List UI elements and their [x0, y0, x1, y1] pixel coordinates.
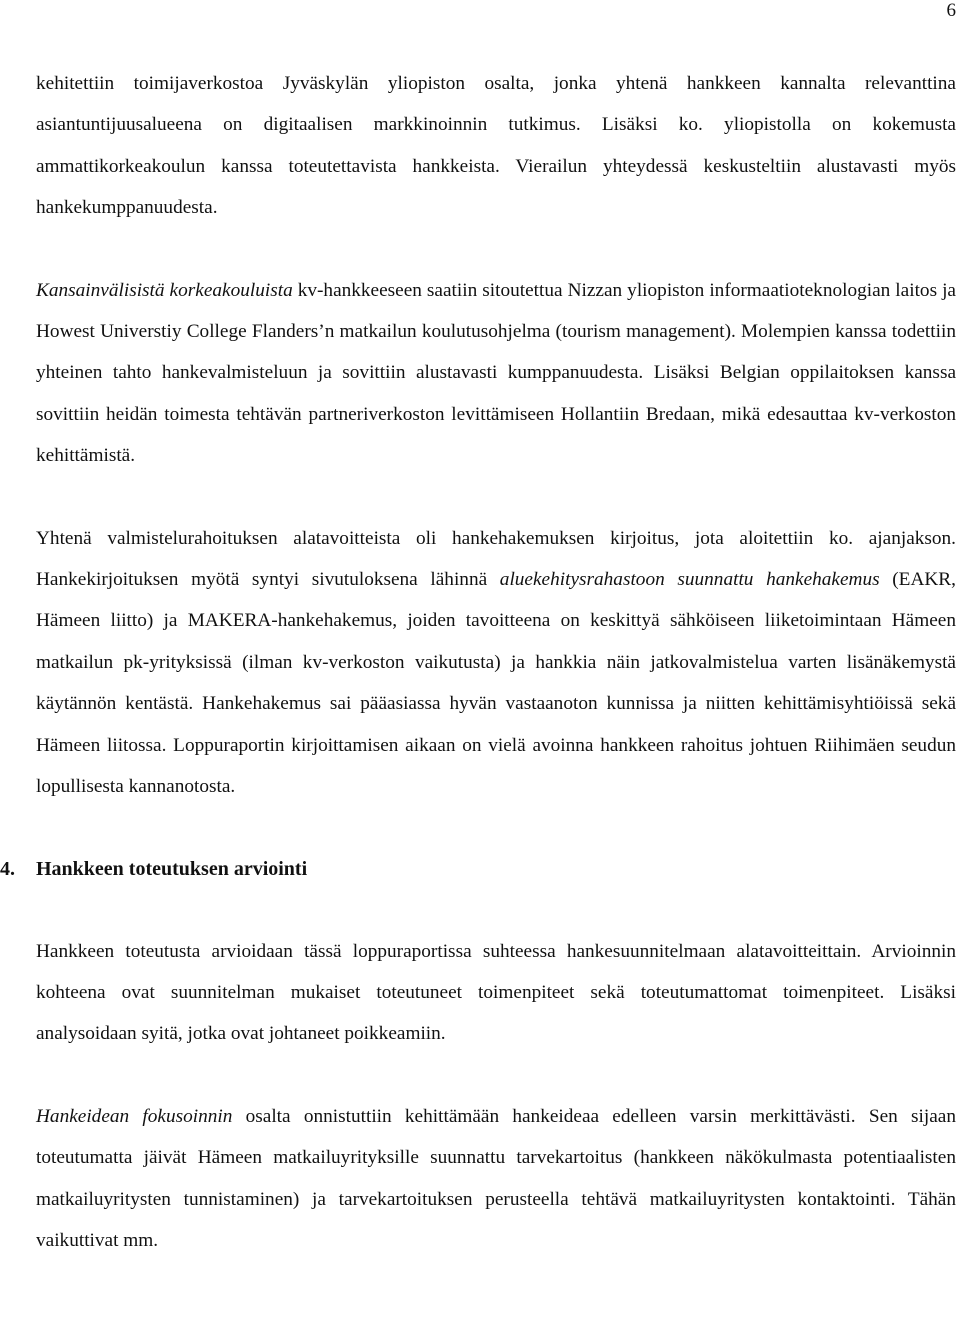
paragraph-gap: [36, 1055, 956, 1096]
page-number: 6: [946, 0, 956, 21]
paragraph-gap: [36, 229, 956, 270]
paragraph-1: kehitettiin toimijaverkostoa Jyväskylän yliopiston osalta, jonka yhtenä hankkeen kannalta relevanttina asiantuntijuusalueena on digitaalisen markkinoinnin tutkimus. Lisäksi ko. yliopistolla on kokemusta ammattikorkeakoulun kanssa toteutettavista hankkeista. Vierailun yhteydessä keskusteltiin alustavasti myös hankekumppanuudesta.: [36, 73, 956, 219]
section-heading: [0, 849, 956, 890]
paragraph-5-italic-lead: Hankeidean fokusoinnin: [36, 1105, 233, 1127]
document-body: [0, 63, 956, 1261]
paragraph-3: [36, 518, 956, 808]
paragraph-3-text-rest: (EAKR, Hämeen liitto) ja MAKERA-hankehakemus, joiden tavoitteena on keskittyä sähköiseen liiketoimintaan Hämeen matkailun pk-yrityksissä (ilman kv-verkoston vaikutusta) ja hankkia näin jatkovalmistelua varten lisänäkemystä käytännön kentästä. Hankehakemus sai pääasiassa hyvän vastaanoton kunnissa ja niitten kehittämisyhtiöissä sekä Hämeen liitossa. Loppuraportin kirjoittamisen aikaan on vielä avoinna hankkeen rahoitus johtuen Riihimäen seudun lopullisesta kannanotosta.: [36, 569, 956, 798]
section-title: Hankkeen toteutuksen arviointi: [36, 857, 308, 880]
paragraph-gap: [36, 477, 956, 518]
paragraph-4: Hankkeen toteutusta arvioidaan tässä loppuraportissa suhteessa hankesuunnitelmaan alatavoitteittain. Arvioinnin kohteena ovat suunnitelman mukaiset toteutuneet toimenpiteet sekä toteutumattomat toimenpiteet. Lisäksi analysoidaan syitä, jotka ovat johtaneet poikkeamiin.: [36, 940, 956, 1045]
paragraph-gap: [36, 808, 956, 849]
paragraph-3-text-start: Yhtenä valmistelurahoituksen alatavoitteista oli hankehakemuksen kirjoitus, jota aloitettiin ko. ajanjakson. Hankekirjoituksen myötä syntyi sivutuloksena lähinnä: [36, 527, 956, 591]
paragraph-5: [36, 1096, 956, 1262]
paragraph-2: [36, 270, 956, 477]
paragraph-2-text: kv-hankkeeseen saatiin sitoutettua Nizzan yliopiston informaatioteknologian laitos ja Howest Universtiy College Flanders’n matkailun koulutusohjelma (tourism management). Molempien kanssa todettiin yhteinen tahto hankevalmisteluun ja sovittiin alustavasti kumppanuudesta. Lisäksi Belgian oppilaitoksen kanssa sovittiin heidän toimesta tehtävän partneriverkoston levittämiseen Hollantiin Bredaan, mikä edesauttaa kv-verkoston kehittämistä.: [36, 279, 956, 467]
paragraph-5-text: osalta onnistuttiin kehittämään hankeideaa edelleen varsin merkittävästi. Sen sijaan toteutumatta jäivät Hämeen matkailuyrityksille suunnattu tarvekartoitus (hankkeen näkökulmasta potentiaalisten matkailuyritysten tunnistaminen) ja tarvekartoituksen perusteella tehtävä matkailuyritysten kontaktointi. Tähän vaikuttivat mm.: [36, 1105, 956, 1251]
section-number: 4.: [0, 857, 15, 880]
paragraph-2-italic-lead: Kansainvälisistä korkeakouluista: [36, 279, 293, 301]
paragraph-gap: [36, 890, 956, 931]
paragraph-3-italic: aluekehitysrahastoon suunnattu hankehakemus: [499, 569, 880, 591]
